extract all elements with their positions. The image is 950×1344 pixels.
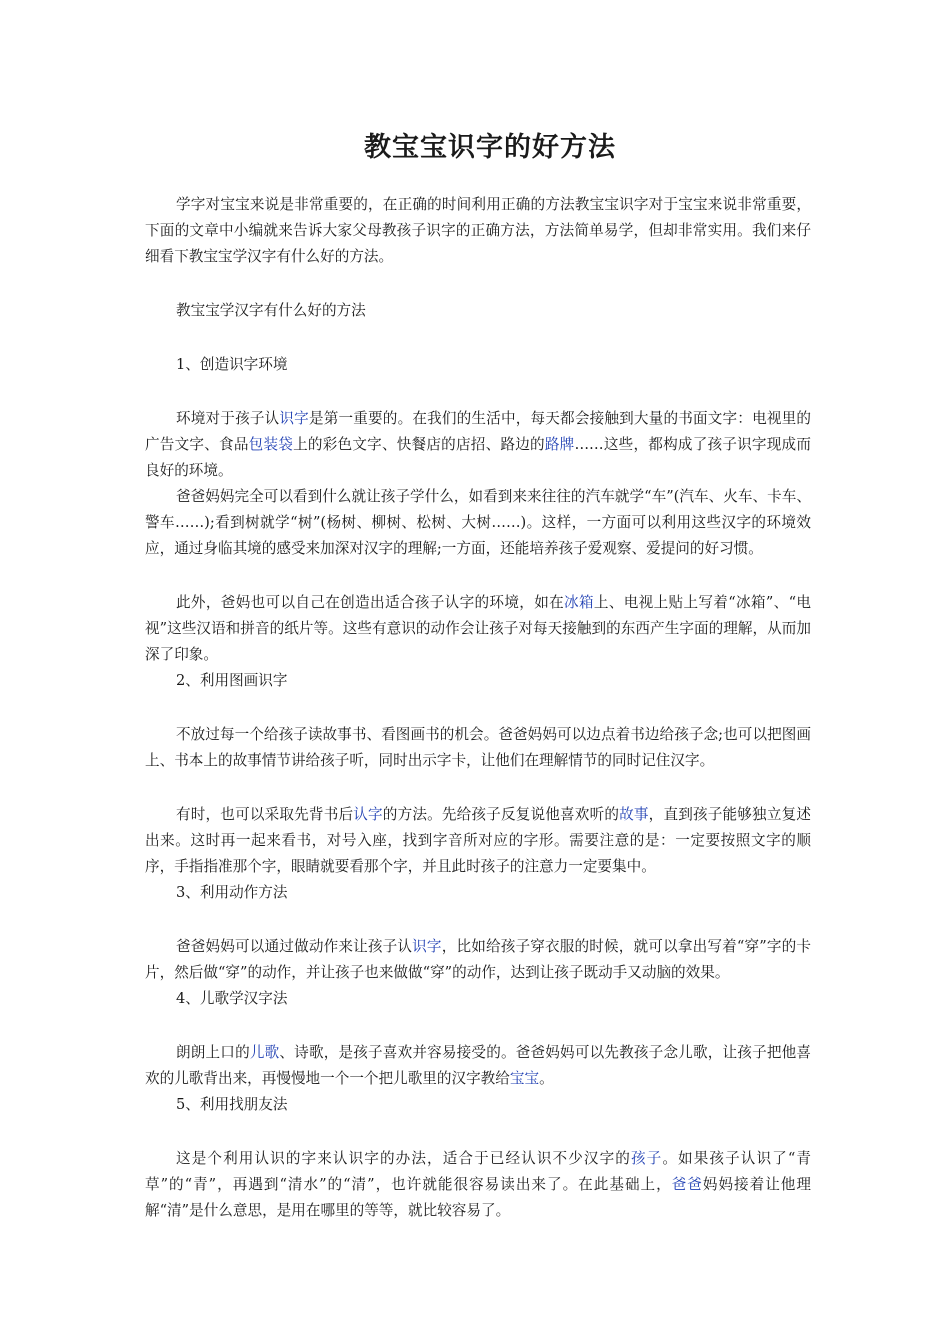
- section-3-paragraph: [145, 934, 811, 986]
- section-heading-4: 4、儿歌学汉字法: [176, 990, 288, 1007]
- text-run: 。如果孩子认识了“青草”的“青”，再遇到“清水”的“清”，也许就能很容易读出来了。在此基础上，: [145, 1150, 811, 1193]
- section-1-paragraph-c: [145, 590, 811, 668]
- keyword-link-erge[interactable]: 儿歌: [249, 1044, 280, 1061]
- text-run: 的方法。先给孩子反复说他喜欢听的: [382, 806, 620, 823]
- text-run: ，直到孩子能够独立复述出来。这时再一起来看书，对号入座，找到字音所对应的字形。需要注意的是：一定要按照文字的顺序，手指指准那个字，眼睛就要看那个字，并且此时孩子的注意力一定要集中。: [145, 806, 811, 875]
- text-run: ……这些，都构成了孩子识字现成而良好的环境。: [145, 436, 811, 479]
- text-run: 爸爸妈妈可以通过做动作来让孩子认: [176, 938, 413, 955]
- text-run: 此外，爸妈也可以自己在创造出适合孩子认字的环境，如在: [176, 594, 565, 611]
- keyword-link-renzi[interactable]: 认字: [353, 806, 383, 823]
- section-1-paragraph-a: [145, 406, 811, 484]
- text-run: 朗朗上口的: [176, 1044, 250, 1061]
- section-heading-3: 3、利用动作方法: [176, 884, 288, 901]
- keyword-link-lupai[interactable]: 路牌: [544, 436, 575, 453]
- keyword-link-haizi[interactable]: 孩子: [630, 1150, 663, 1167]
- text-run: 上、电视上贴上写着“冰箱”、“电视”这些汉语和拼音的纸片等。这些有意识的动作会让孩子对每天接触到的东西产生字面的理解，从而加深了印象。: [145, 594, 811, 663]
- text-run: 这是个利用认识的字来认识字的办法，适合于已经认识不少汉字的: [176, 1150, 631, 1167]
- keyword-link-shizi[interactable]: 识字: [279, 410, 309, 427]
- keyword-link-baba[interactable]: 爸爸: [671, 1176, 703, 1193]
- text-run: 。: [539, 1070, 554, 1087]
- section-5-paragraph: [145, 1146, 811, 1224]
- section-heading-5: 5、利用找朋友法: [176, 1096, 288, 1113]
- text-run: 有时，也可以采取先背书后: [176, 806, 354, 823]
- subtitle-line: 教宝宝学汉字有什么好的方法: [176, 302, 366, 319]
- keyword-link-bingxiang[interactable]: 冰箱: [564, 594, 594, 611]
- page-title: 教宝宝识字的好方法: [364, 132, 616, 163]
- text-run: 妈妈接着让他理解“清”是什么意思，是用在哪里的等等，就比较容易了。: [145, 1176, 811, 1219]
- section-2-paragraph-b: [145, 802, 811, 880]
- keyword-link-shizi-2[interactable]: 识字: [412, 938, 442, 955]
- section-heading-1: 1、创造识字环境: [176, 356, 288, 373]
- keyword-link-baobao[interactable]: 宝宝: [509, 1070, 540, 1087]
- text-run: 是第一重要的。在我们的生活中，每天都会接触到大量的书面文字：电视里的广告文字、食品: [145, 410, 811, 453]
- intro-paragraph: 学字对宝宝来说是非常重要的，在正确的时间利用正确的方法教宝宝识字对于宝宝来说非常重要，下面的文章中小编就来告诉大家父母教孩子识字的正确方法，方法简单易学，但却非常实用。我们来仔细看下教宝宝学汉字有什么好的方法。: [145, 196, 811, 265]
- text-run: 、诗歌，是孩子喜欢并容易接受的。爸爸妈妈可以先教孩子念儿歌，让孩子把他喜欢的儿歌背出来，再慢慢地一个一个把儿歌里的汉字教给: [145, 1044, 811, 1087]
- section-1-paragraph-b: 爸爸妈妈完全可以看到什么就让孩子学什么，如看到来来往往的汽车就学“车”(汽车、火车、卡车、警车……);看到树就学“树”(杨树、柳树、松树、大树……)。这样，一方面可以利用这些汉字的环境效应，通过身临其境的感受来加深对汉字的理解;一方面，还能培养孩子爱观察、爱提问的好习惯。: [145, 488, 811, 557]
- text-run: 环境对于孩子认: [176, 410, 280, 427]
- keyword-link-gushi[interactable]: 故事: [619, 806, 649, 823]
- section-4-paragraph: [145, 1040, 811, 1092]
- keyword-link-baozhuangdai[interactable]: 包装袋: [248, 436, 294, 453]
- section-heading-2: 2、利用图画识字: [176, 672, 288, 689]
- text-run: 上的彩色文字、快餐店的店招、路边的: [293, 436, 545, 453]
- document-page: [145, 128, 811, 1224]
- text-run: ，比如给孩子穿衣服的时候，就可以拿出写着“穿”字的卡片，然后做“穿”的动作，并让孩子也来做做“穿”的动作，达到让孩子既动手又动脑的效果。: [145, 938, 811, 981]
- section-2-paragraph-a: 不放过每一个给孩子读故事书、看图画书的机会。爸爸妈妈可以边点着书边给孩子念;也可以把图画上、书本上的故事情节讲给孩子听，同时出示字卡，让他们在理解情节的同时记住汉字。: [145, 726, 811, 769]
